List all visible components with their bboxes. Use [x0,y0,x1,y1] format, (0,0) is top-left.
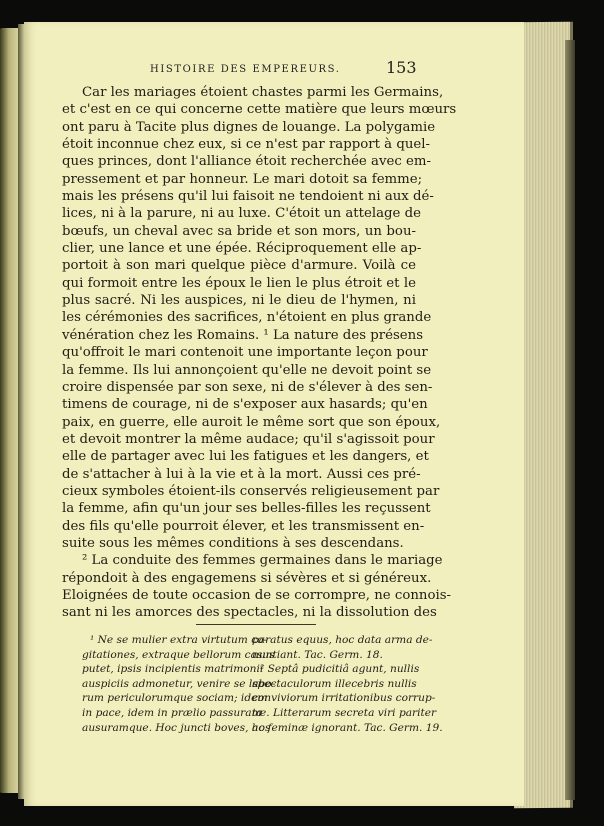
text-line: clier, une lance et une épée. Réciproquement elle ap- [62,241,422,257]
text-line: elle de partager avec lui les fatigues et les dangers, et [62,449,429,465]
text-line: ont paru à Tacite plus dignes de louange. La polygamie [62,119,436,135]
text-line: la femme, afin qu'un jour ses belles-filles les reçussent [62,501,431,517]
text-line: et devoit montrer la même audace; qu'il s'agissoit pour [62,431,435,447]
text-line: qu'offroit le mari contenoit une importante leçon pour [62,345,428,361]
text-line: portoit à son mari quelque pièce d'armure. Voilà ce [62,258,416,274]
book-cover-edge [565,40,575,800]
text-line: répondoit à des engagemens si sévères et si généreux. [62,570,432,586]
footnote-line: in pace, idem in prælio passuram [82,706,262,719]
text-line: paix, en guerre, elle auroit le même sort que son époux, [62,414,441,430]
footnote-line: paratus equus, hoc data arma de- [252,634,433,646]
footnote-rule [196,624,316,625]
text-line: bœufs, un cheval avec sa bride et son mors, un bou- [62,223,416,239]
footnote-line: rum periculorumque sociam; idem [82,692,268,705]
footnote-line: nuntiant. Tac. Germ. 18. [252,648,383,661]
text-line: les cérémonies des sacrifices, n'étoient en plus grande [62,310,432,326]
footnotes-left-column [82,633,276,735]
text-line: lices, ni à la parure, ni au luxe. C'étoit un attelage de [62,206,422,222]
text-line: vénération chez les Romains. ¹ La nature des présens [62,327,424,343]
text-line: suite sous les mêmes conditions à ses descendans. [62,535,404,551]
text-line: Eloignées de toute occasion de se corrompre, ne connois- [62,587,452,603]
text-line: croire dispensée par son sexe, ni de s'élever à des sen- [62,379,433,395]
footnote-line: gitationes, extraque bellorum casus [82,648,275,661]
body-text [62,84,457,622]
footnote-line: conviviorum irritationibus corrup- [252,692,436,705]
footnote-line: ² Septâ pudicitiâ agunt, nullis [260,663,420,676]
page-number: 153 [386,58,417,77]
text-line: Car les mariages étoient chastes parmi les Germains, [82,85,444,100]
text-line: timens de courage, ni de s'exposer aux hasards; qu'en [62,397,428,413]
running-head: HISTOIRE DES EMPEREURS. [150,64,341,75]
text-line: et c'est en ce qui concerne cette matière que leurs mœurs [62,102,457,118]
footnote-line: spectaculorum illecebris nullis [252,677,417,690]
text-line: des fils qu'elle pourroit élever, et les transmissent en- [62,518,425,534]
footnotes-right-column [252,633,443,735]
footnote-line: ausuramque. Hoc juncti boves, hos [82,721,271,734]
footnote-line: ¹ Ne se mulier extra virtutum co- [90,634,268,646]
text-line: ² La conduite des femmes germaines dans le mariage [82,553,443,569]
text-line: mais les présens qu'il lui faisoit ne tendoient ni aux dé- [62,189,434,205]
footnote-line: putet, ipsis incipientis matrimonii [82,663,264,676]
footnote-line: tæ. Litterarum secreta viri pariter [252,706,437,719]
text-line: plus sacré. Ni les auspices, ni le dieu de l'hymen, ni [62,293,416,309]
text-line: de s'attacher à lui à la vie et à la mort. Aussi ces pré- [62,466,421,482]
text-line: ques princes, dont l'alliance étoit recherchée avec em- [62,154,431,170]
text-line: cieux symboles étoient-ils conservés religieusement par [62,483,440,499]
text-line: sant ni les amorces des spectacles, ni la dissolution des [62,605,437,621]
facing-page-edge [0,28,20,793]
footnote-line: ac feminæ ignorant. Tac. Germ. 19. [252,721,443,734]
text-line: pressement et par honneur. Le mari dotoit sa femme; [62,171,423,187]
text-line: qui formoit entre les époux le lien le plus étroit et le [62,275,416,291]
footnote-line: auspiciis admonetur, venire se labo- [82,677,276,690]
text-line: la femme. Ils lui annonçoient qu'elle ne devoit point se [62,362,432,378]
text-line: étoit inconnue chez eux, si ce n'est par rapport à quel- [62,137,431,153]
